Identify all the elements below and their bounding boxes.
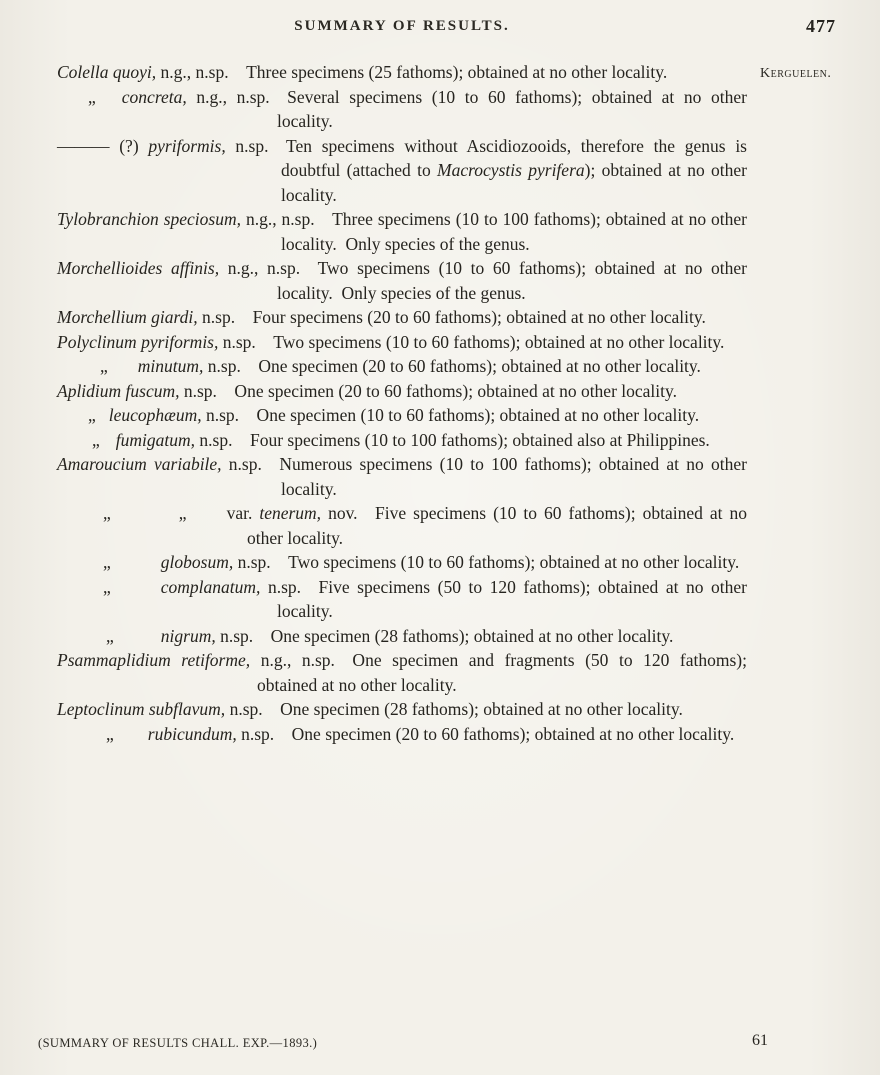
- entry-text: n.sp. One specimen (20 to 60 fathoms); obtained at no other locality.: [179, 380, 678, 401]
- entry-leptoclinum-subflavum: [57, 697, 747, 722]
- ditto-mark: „: [106, 723, 114, 744]
- entry-text: n.sp. One specimen (28 fathoms); obtained at no other locality.: [225, 699, 683, 719]
- entry-text: n.sp. Four specimens (20 to 60 fathoms); obtained at no other locality.: [197, 307, 706, 327]
- species-name: rubicundum,: [147, 723, 237, 744]
- species-name: Polyclinum pyriformis,: [57, 331, 219, 352]
- entry-text: n.sp. One specimen (20 to 60 fathoms); obtained at no other locality.: [203, 356, 701, 376]
- entry-polyclinum-pyriformis: [57, 330, 747, 355]
- ditto-mark: „: [178, 503, 187, 523]
- entry-text: n.sp. One specimen (20 to 60 fathoms); obtained at no other locality.: [236, 723, 735, 744]
- species-name: fumigatum,: [115, 429, 196, 450]
- species-name: pyriformis,: [148, 135, 226, 156]
- entry-aplidium-leucophaeum: [57, 403, 747, 428]
- entry-aplidium-fuscum: [57, 379, 747, 404]
- species-name: concreta,: [121, 86, 187, 107]
- entry-text: n.g., n.sp. Several specimens (10 to 60 fathoms); obtained at no other locality.: [186, 86, 747, 131]
- entry-leptoclinum-rubicundum: [57, 722, 747, 747]
- ditto-mark: „: [106, 625, 114, 646]
- entry-text: n.sp. One specimen (28 fathoms); obtained at no other locality.: [215, 625, 674, 646]
- entry-text: n.sp. Numerous specimens (10 to 100 fathoms); obtained at no other locality.: [221, 454, 748, 499]
- species-name: Macrocystis pyrifera: [437, 160, 585, 180]
- ditto-mark: „: [103, 552, 111, 572]
- entry-aplidium-fumigatum: [57, 428, 747, 453]
- entry-text: n.g., n.sp. Two specimens (10 to 60 fathoms); obtained at no other locality. Only species of the genus.: [219, 258, 748, 303]
- entry-text: var.: [226, 503, 260, 523]
- species-name: Aplidium fuscum,: [57, 380, 180, 401]
- entry-amaroucium-complanatum: [57, 575, 747, 624]
- footer-signature: (SUMMARY OF RESULTS CHALL. EXP.—1893.): [38, 1036, 318, 1050]
- entry-text: n.sp. One specimen (10 to 60 fathoms); obtained at no other locality.: [201, 405, 700, 425]
- entry-morchellium-giardi: [57, 305, 747, 330]
- species-name: minutum,: [137, 356, 204, 376]
- entry-text: nov. Five specimens (10 to 60 fathoms); obtained at no other locality.: [247, 503, 747, 548]
- entry-psammaplidium-retiforme: [57, 648, 747, 697]
- page-number: 477: [806, 16, 836, 36]
- footer-sheet-number: 61: [752, 1032, 768, 1049]
- entry-text: n.sp. Four specimens (10 to 100 fathoms); obtained also at Philippines.: [195, 429, 710, 450]
- species-name: Leptoclinum subflavum,: [57, 699, 226, 719]
- entry-text: n.sp. Two specimens (10 to 60 fathoms); obtained at no other locality.: [233, 552, 740, 572]
- entry-amaroucium-globosum: [57, 550, 747, 575]
- ditto-mark: „: [103, 576, 111, 597]
- entry-text: ——— (?): [57, 135, 149, 156]
- species-name: Tylobranchion speciosum,: [57, 209, 241, 229]
- entry-colella-concreta: [57, 85, 747, 134]
- species-name: Psammaplidium retiforme,: [57, 650, 251, 670]
- entry-amaroucium-variabile: [57, 452, 747, 501]
- species-name: Colella quoyi,: [57, 62, 157, 82]
- entry-amaroucium-variabile-var-tenerum: [57, 501, 747, 550]
- entry-morchellioides-affinis: [57, 256, 747, 305]
- running-head-title: SUMMARY OF RESULTS.: [294, 18, 510, 34]
- entry-amaroucium-nigrum: [57, 624, 747, 649]
- ditto-mark: „: [103, 503, 111, 523]
- entry-colella-pyriformis: [57, 134, 747, 208]
- entry-text: ); obtained at no other locality.: [281, 160, 747, 205]
- species-name: complanatum,: [160, 576, 261, 597]
- species-name: nigrum,: [160, 625, 216, 646]
- entry-text: n.g., n.sp. One specimen and fragments (50 to 120 fathoms); obtained at no other locality.: [250, 650, 747, 695]
- entry-text: n.sp. Two specimens (10 to 60 fathoms); obtained at no other locality.: [218, 331, 725, 352]
- species-name: Morchellium giardi,: [57, 307, 198, 327]
- species-name: Morchellioides affinis,: [57, 258, 220, 278]
- entry-text: n.g., n.sp. Three specimens (10 to 100 fathoms); obtained at no other locality. Only species of the genus.: [241, 209, 747, 254]
- entry-text: n.sp. Five specimens (50 to 120 fathoms); obtained at no other locality.: [260, 576, 747, 621]
- entry-colella-quoyi: [57, 60, 747, 85]
- ditto-mark: „: [88, 405, 96, 425]
- entry-text: n.g., n.sp. Three specimens (25 fathoms); obtained at no other locality.: [156, 62, 668, 82]
- species-name: Amaroucium variabile,: [57, 454, 222, 474]
- species-name: tenerum,: [259, 503, 322, 523]
- species-name: leucophæum,: [108, 405, 202, 425]
- entry-tylobranchion-speciosum: [57, 207, 747, 256]
- ditto-mark: „: [88, 86, 96, 107]
- margin-note-kerguelen: Kerguelen.: [760, 66, 832, 81]
- entry-text: n.sp. Ten specimens without Ascidiozooids, therefore the genus is doubtful (attached to: [225, 135, 747, 180]
- entries: [57, 60, 747, 746]
- ditto-mark: „: [92, 429, 100, 450]
- entry-polyclinum-minutum: [57, 354, 747, 379]
- species-name: globosum,: [160, 552, 234, 572]
- ditto-mark: „: [100, 356, 108, 376]
